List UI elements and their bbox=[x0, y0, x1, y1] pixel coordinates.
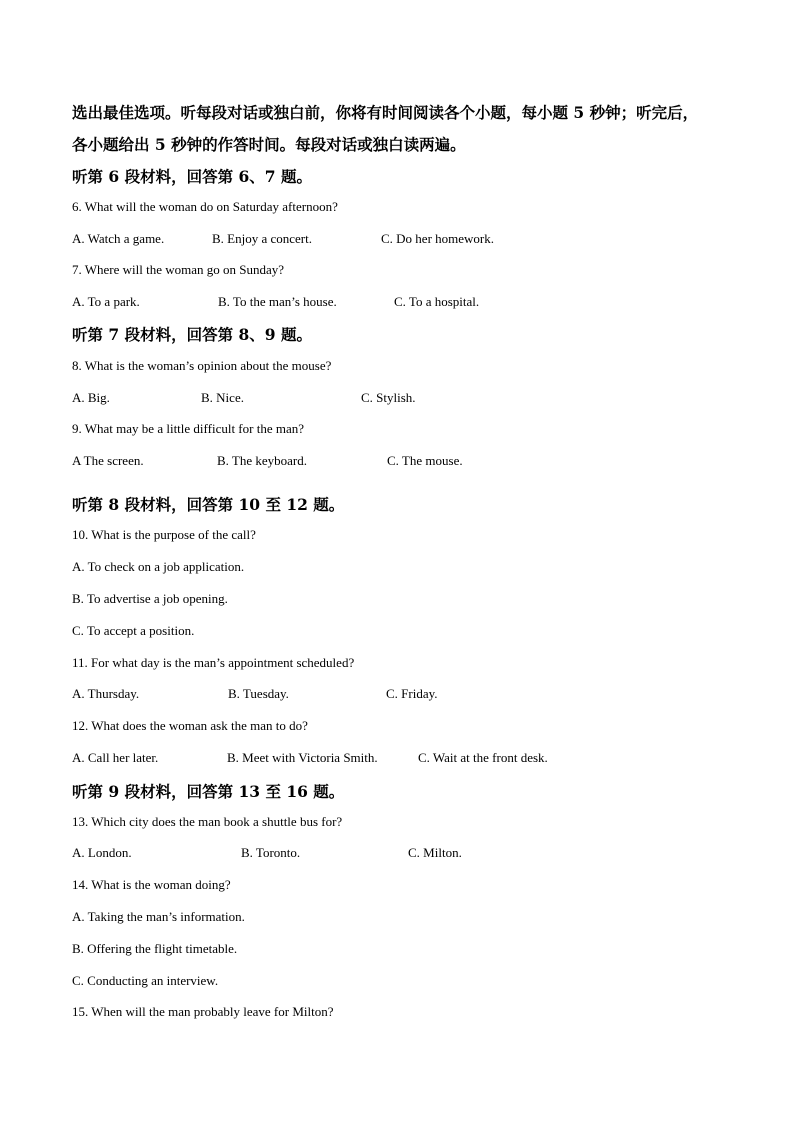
option-a: A. Call her later. bbox=[72, 750, 159, 765]
option-a: A. Watch a game. bbox=[72, 231, 165, 246]
option-a: A. Big. bbox=[72, 390, 110, 405]
option-c: C. To accept a position. bbox=[72, 623, 195, 638]
question-8: 8. What is the woman’s opinion about the mouse? bbox=[72, 358, 332, 373]
section-heading: 听第 7 段材料，回答第 8、9 题。 bbox=[72, 325, 312, 344]
question-9: 9. What may be a little difficult for the man? bbox=[72, 421, 305, 436]
option-c: C. The mouse. bbox=[387, 453, 463, 468]
option-b: B. To the man’s house. bbox=[218, 294, 337, 309]
option-c: C. Wait at the front desk. bbox=[418, 750, 548, 765]
option-c: C. Conducting an interview. bbox=[72, 973, 219, 988]
option-c: C. Friday. bbox=[386, 686, 438, 701]
question-11: 11. For what day is the man’s appointment scheduled? bbox=[72, 655, 355, 670]
option-b: B. Tuesday. bbox=[228, 686, 289, 701]
option-b: B. Meet with Victoria Smith. bbox=[227, 750, 378, 765]
option-b: B. Nice. bbox=[201, 390, 244, 405]
question-10: 10. What is the purpose of the call? bbox=[72, 527, 256, 542]
option-b: B. Enjoy a concert. bbox=[212, 231, 312, 246]
option-a: A. Thursday. bbox=[72, 686, 140, 701]
question-7: 7. Where will the woman go on Sunday? bbox=[72, 262, 285, 277]
option-c: C. To a hospital. bbox=[394, 294, 480, 309]
option-b: B. The keyboard. bbox=[217, 453, 308, 468]
question-14: 14. What is the woman doing? bbox=[72, 877, 231, 892]
option-b: B. Offering the flight timetable. bbox=[72, 941, 238, 956]
option-a: A. London. bbox=[72, 845, 132, 860]
option-b: B. To advertise a job opening. bbox=[72, 591, 228, 606]
question-15: 15. When will the man probably leave for Milton? bbox=[72, 1004, 334, 1019]
option-c: C. Stylish. bbox=[361, 390, 416, 405]
section-heading: 听第 6 段材料，回答第 6、7 题。 bbox=[72, 167, 312, 186]
option-c: C. Milton. bbox=[408, 845, 462, 860]
option-c: C. Do her homework. bbox=[381, 231, 495, 246]
question-6: 6. What will the woman do on Saturday afternoon? bbox=[72, 199, 338, 214]
option-a: A The screen. bbox=[72, 453, 144, 468]
option-a: A. Taking the man’s information. bbox=[72, 909, 245, 924]
option-a: A. To check on a job application. bbox=[72, 559, 245, 574]
option-a: A. To a park. bbox=[72, 294, 140, 309]
question-13: 13. Which city does the man book a shuttle bus for? bbox=[72, 814, 343, 829]
option-b: B. Toronto. bbox=[241, 845, 301, 860]
question-12: 12. What does the woman ask the man to do? bbox=[72, 718, 308, 733]
section-heading: 听第 9 段材料，回答第 13 至 16 题。 bbox=[72, 782, 345, 801]
instructions-line-1: 选出最佳选项。听每段对话或独白前，你将有时间阅读各个小题，每小题 5 秒钟；听完后， bbox=[72, 103, 699, 122]
instructions-line-2: 各小题给出 5 秒钟的作答时间。每段对话或独白读两遍。 bbox=[72, 135, 466, 154]
section-heading: 听第 8 段材料，回答第 10 至 12 题。 bbox=[72, 495, 345, 514]
